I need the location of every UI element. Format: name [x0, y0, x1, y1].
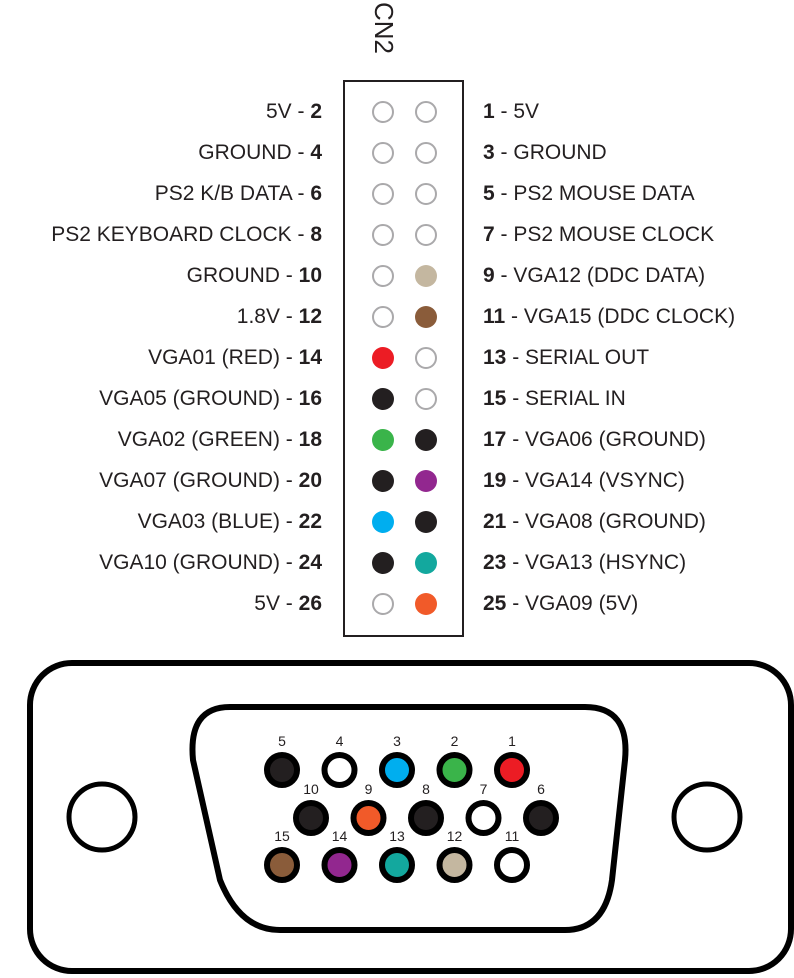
pin-label-7: 7 - PS2 MOUSE CLOCK: [483, 223, 715, 246]
vga-pin-number: 10: [303, 781, 319, 797]
pin-label-26: 5V - 26: [254, 592, 322, 615]
pin-label-6: PS2 K/B DATA - 6: [154, 182, 322, 205]
vga-pin-number: 2: [450, 733, 459, 749]
pin-label-18: VGA02 (GREEN) - 18: [117, 428, 322, 451]
vga-pin-number: 7: [479, 781, 488, 797]
vga-pin-number: 9: [364, 781, 373, 797]
pin-label-4: GROUND - 4: [198, 141, 322, 164]
vga-pin-12-icon: [440, 850, 470, 880]
vga-pin-11-icon: [497, 850, 527, 880]
vga-pin-number: 1: [508, 733, 516, 749]
pin-label-14: VGA01 (RED) - 14: [148, 346, 322, 369]
vga-pin-number: 6: [537, 781, 545, 797]
vga-pin-13-icon: [382, 850, 412, 880]
pin-label-21: 21 - VGA08 (GROUND): [483, 510, 706, 533]
pin-label-10: GROUND - 10: [186, 264, 322, 287]
vga-pin-8-icon: [411, 803, 441, 833]
pin-label-8: PS2 KEYBOARD CLOCK - 8: [51, 223, 322, 246]
pin-label-24: VGA10 (GROUND) - 24: [99, 551, 322, 574]
pin-label-16: VGA05 (GROUND) - 16: [99, 387, 322, 410]
vga-pin-10-icon: [296, 803, 326, 833]
vga-pin-number: 13: [389, 828, 405, 844]
pin-label-22: VGA03 (BLUE) - 22: [137, 510, 322, 533]
pin-label-1: 1 - 5V: [483, 100, 540, 123]
pin-label-13: 13 - SERIAL OUT: [483, 346, 650, 369]
vga-pin-9-icon: [354, 803, 384, 833]
vga-pin-number: 15: [274, 828, 290, 844]
vga-pin-number: 3: [393, 733, 401, 749]
vga-pin-number: 14: [331, 828, 348, 844]
vga-pin-2-icon: [440, 755, 470, 785]
vga-pin-number: 4: [335, 733, 344, 749]
pin-label-23: 23 - VGA13 (HSYNC): [483, 551, 687, 574]
pin-label-9: 9 - VGA12 (DDC DATA): [483, 264, 706, 287]
vga-pin-number: 12: [446, 828, 463, 844]
pin-label-12: 1.8V - 12: [236, 305, 322, 328]
pin-label-11: 11 - VGA15 (DDC CLOCK): [483, 305, 736, 328]
pin-label-15: 15 - SERIAL IN: [483, 387, 626, 410]
vga-pin-number: 8: [422, 781, 430, 797]
vga-pin-3-icon: [382, 755, 412, 785]
pin-label-17: 17 - VGA06 (GROUND): [483, 428, 706, 451]
vga-pin-1-icon: [497, 755, 527, 785]
vga-pin-number: 11: [504, 828, 520, 844]
mount-hole-left-icon: [69, 784, 135, 850]
vga-pin-7-icon: [469, 803, 499, 833]
mount-hole-right-icon: [674, 784, 740, 850]
vga-pin-number: 5: [278, 733, 286, 749]
pin-label-5: 5 - PS2 MOUSE DATA: [483, 182, 695, 205]
vga-pin-14-icon: [325, 850, 355, 880]
pin-label-25: 25 - VGA09 (5V): [483, 592, 639, 615]
pin-label-3: 3 - GROUND: [483, 141, 607, 164]
pin-label-19: 19 - VGA14 (VSYNC): [483, 469, 685, 492]
pin-label-20: VGA07 (GROUND) - 20: [99, 469, 322, 492]
vga-pin-6-icon: [526, 803, 556, 833]
connector-title: CN2: [369, 2, 399, 55]
vga-pin-4-icon: [325, 755, 355, 785]
vga-pin-15-icon: [267, 850, 297, 880]
pin-label-2: 5V - 2: [265, 100, 322, 123]
vga-pin-5-icon: [267, 755, 297, 785]
